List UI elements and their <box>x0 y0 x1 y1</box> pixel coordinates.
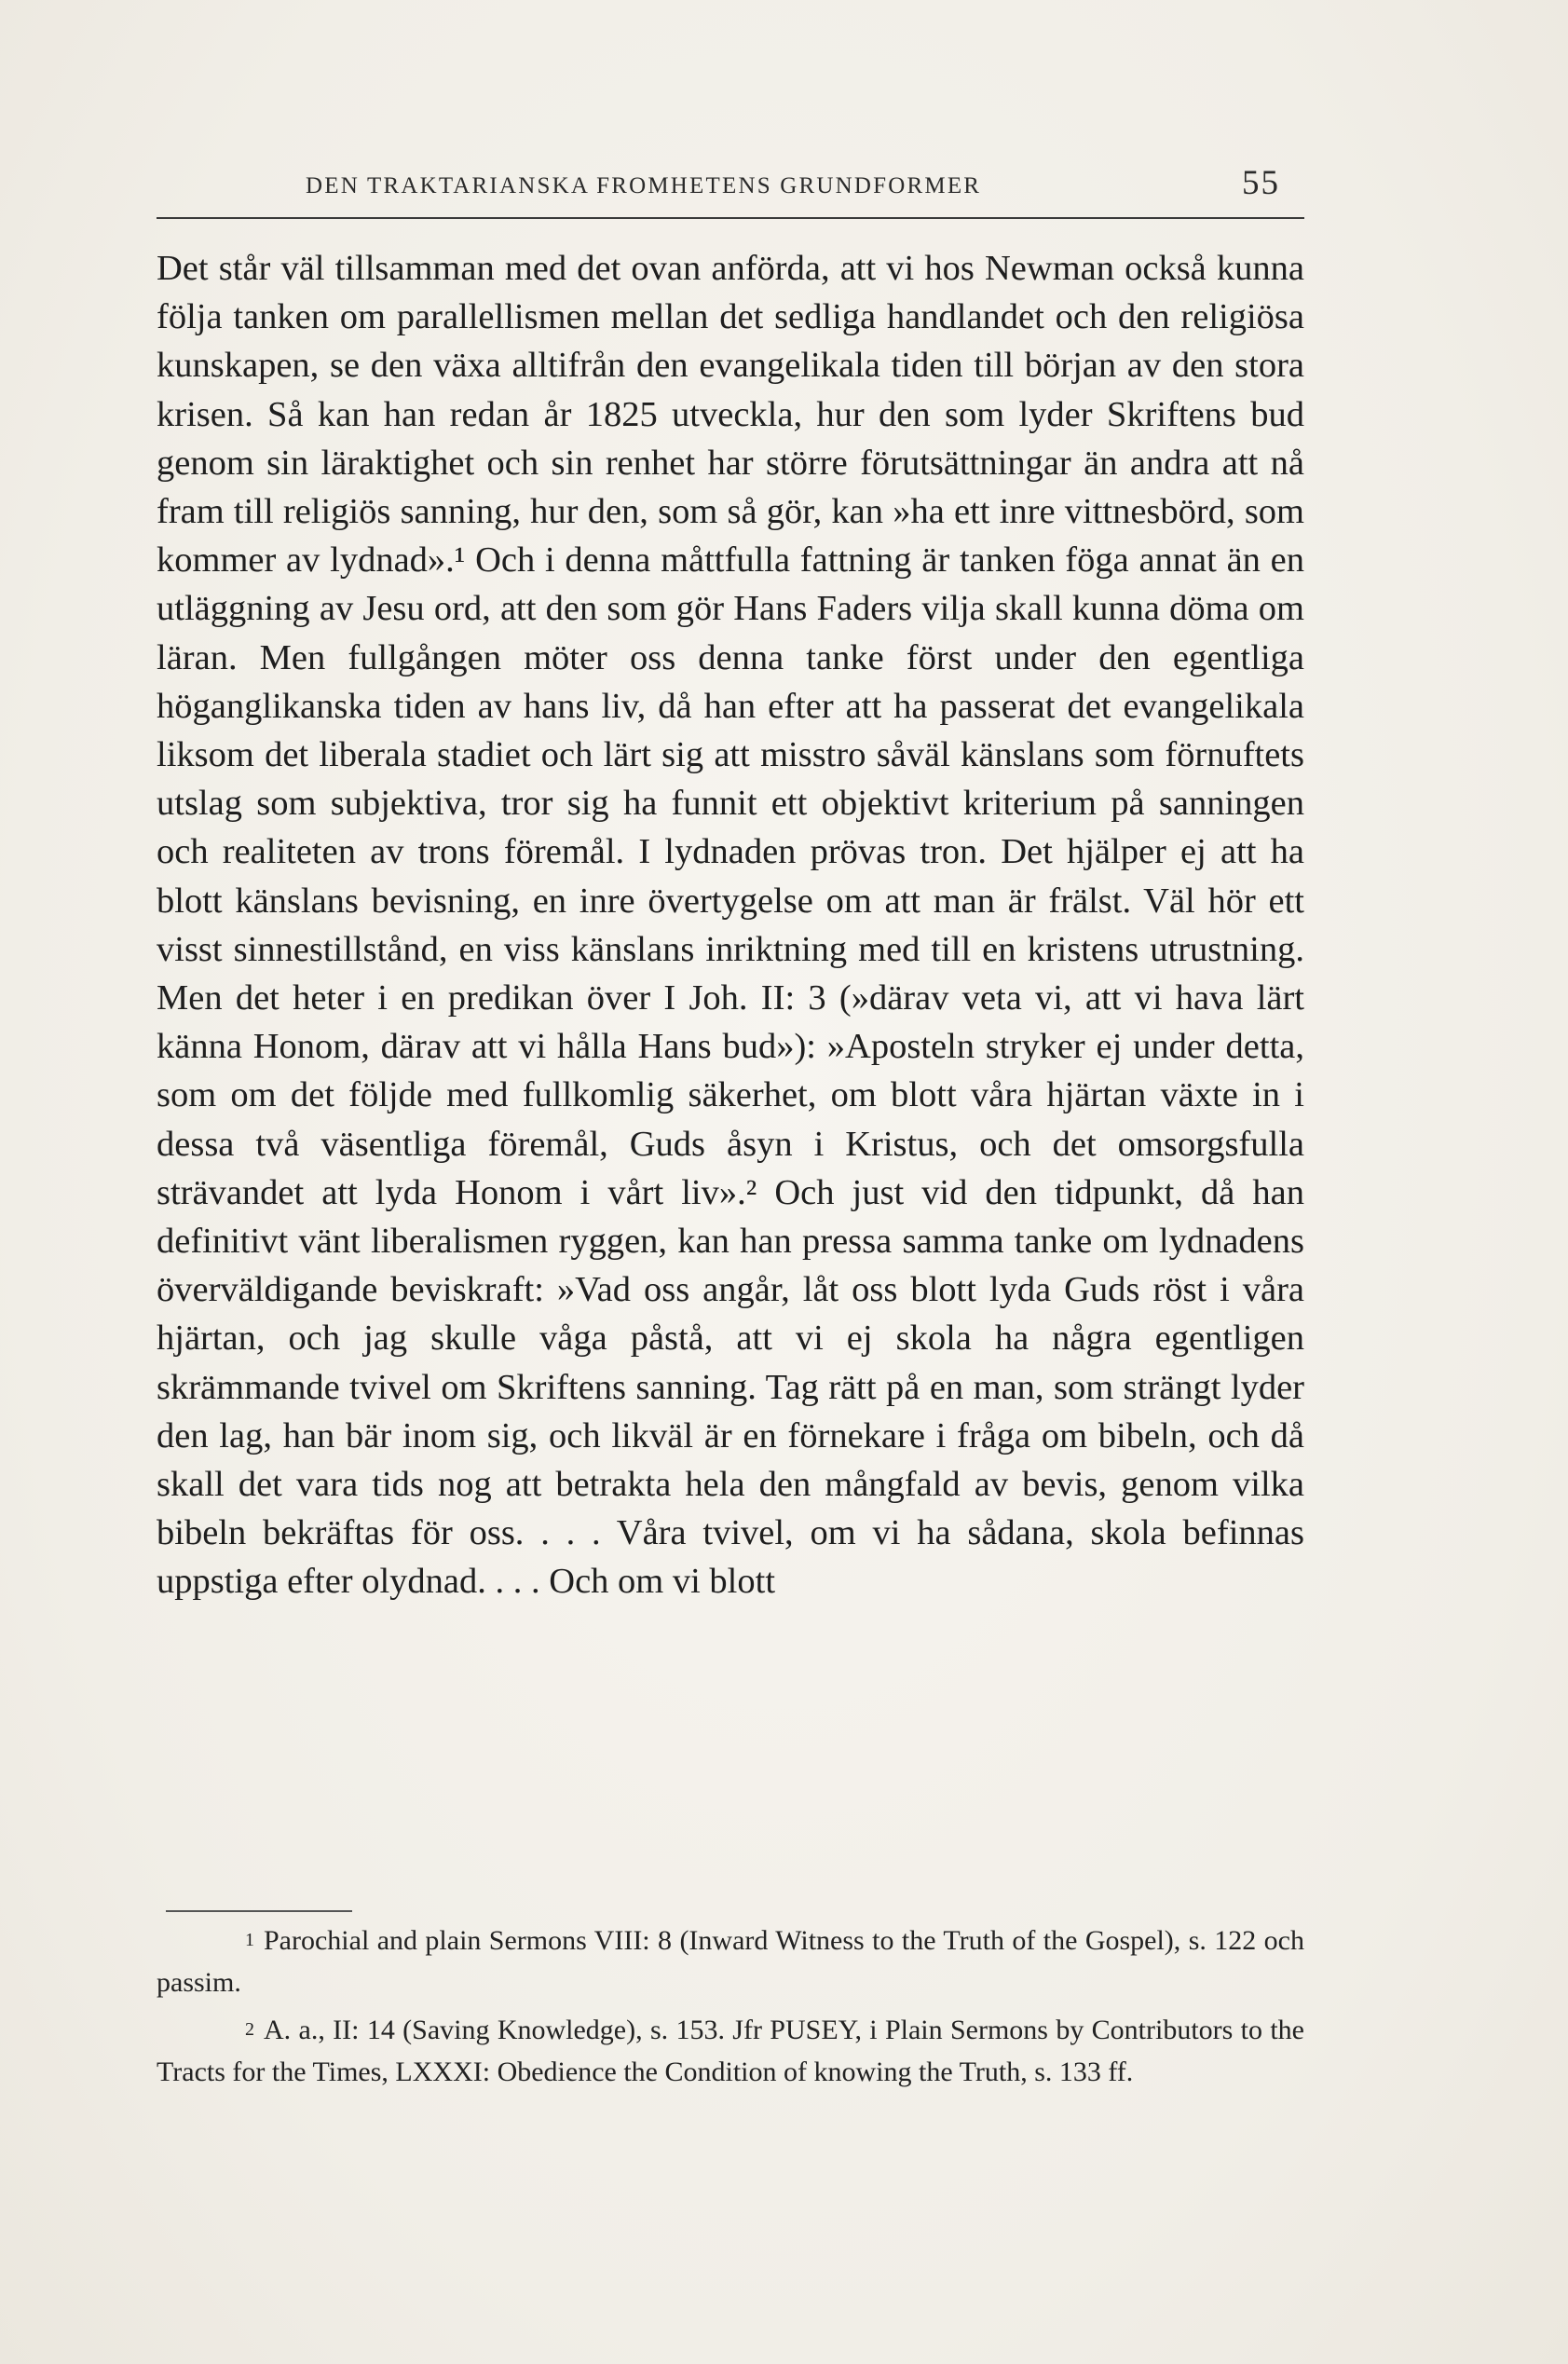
body-paragraph: Det står väl tillsamman med det ovan anförda, att vi hos Newman också kunna följa tanken om parallellismen mellan det sedliga handlandet och den religiösa kunskapen, se den växa alltifrån den evangelikala tiden till början av den stora krisen. Så kan han redan år 1825 utveckla, hur den som lyder Skriftens bud genom sin läraktighet och sin renhet har större förutsättningar än andra att nå fram till religiös sanning, hur den, som så gör, kan »ha ett inre vittnesbörd, som kommer av lydnad».¹ Och i denna måttfulla fattning är tanken föga annat än en utläggning av Jesu ord, att den som gör Hans Faders vilja skall kunna döma om läran. Men fullgången möter oss denna tanke först under den egentliga höganglikanska tiden av hans liv, då han efter att ha passerat det evangelikala liksom det liberala stadiet och lärt sig att misstro såväl känslans som förnuftets utslag som subjektiva, tror sig ha funnit ett objektivt kriterium på sanningen och realiteten av trons föremål. I lydnaden prövas tron. Det hjälper ej att ha blott känslans bevisning, en inre övertygelse om att man är frälst. Väl hör ett visst sinnestillstånd, en viss känslans inriktning med till en kristens utrustning. Men det heter i en predikan över I Joh. II: 3 (»därav veta vi, att vi hava lärt känna Honom, därav att vi hålla Hans bud»): »Aposteln stryker ej under detta, som om det följde med fullkomlig säkerhet, om blott våra hjärtan växte in i dessa två väsentliga föremål, Guds åsyn i Kristus, och det omsorgsfulla strävandet att lyda Honom i vårt liv».² Och just vid den tidpunkt, då han definitivt vänt liberalismen ryggen, kan han pressa samma tanke om lydnadens överväldigande beviskraft: »Vad oss angår, låt oss blott lyda Guds röst i våra hjärtan, och jag skulle våga påstå, att vi ej skola ha några egentligen skrämmande tvivel om Skriftens sanning. Tag rätt på en man, som strängt lyder den lag, han bär inom sig, och likväl är en förnekare i fråga om bibeln, och då skall det vara tids nog att betrakta hela den mångfald av bevis, genom vilka bibeln bekräftas för oss. . . . Våra tvivel, om vi ha sådana, skola befinnas uppstiga efter olydnad. . . . Och om vi blott <box>157 249 1304 1602</box>
header-rule <box>157 217 1304 219</box>
footnote-separator <box>166 1910 352 1912</box>
page-header <box>157 166 1304 203</box>
page-number: 55 <box>1242 164 1280 202</box>
footnotes <box>157 1920 1304 2098</box>
footnote-number: 1 <box>245 1930 254 1950</box>
footnote-text: A. a., II: 14 (Saving Knowledge), s. 153. Jfr PUSEY, i Plain Sermons by Contributors to the Tracts for the Times, LXXXI: Obedience the Condition of knowing the Truth, s. 133 ff. <box>157 2015 1304 2087</box>
footnote-text: Parochial and plain Sermons VIII: 8 (Inward Witness to the Truth of the Gospel), s. 122 och passim. <box>157 1925 1304 1998</box>
footnote-2 <box>157 2009 1304 2093</box>
footnote-1 <box>157 1920 1304 2003</box>
running-title: DEN TRAKTARIANSKA FROMHETENS GRUNDFORMER <box>306 173 982 198</box>
footnote-number: 2 <box>245 2019 254 2040</box>
